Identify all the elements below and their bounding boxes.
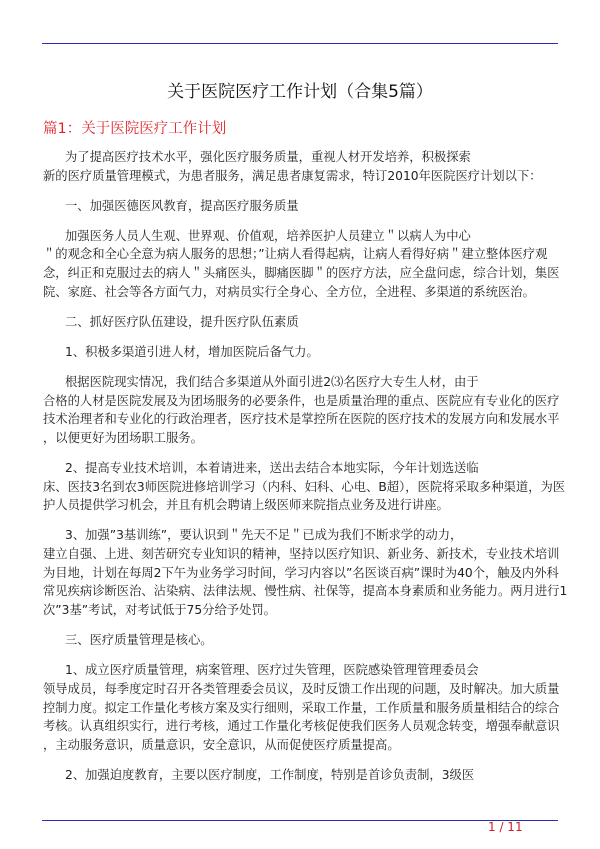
text-line: 2、提高专业技术培训，本着请进来，送出去结合本地实际，今年计划选送临 (65, 460, 479, 475)
text-line: 1、成立医疗质量管理，病案管理、医疗过失管理，医院感染管理管理委员会 (65, 663, 479, 678)
text-line: 院、家庭、社会等各方面气力，对病员实行全身心、全方位，全进程、多渠道的系统医治。 (43, 284, 535, 299)
paragraph (43, 227, 563, 302)
paragraph (43, 197, 563, 216)
text-line: 建立自强、上进、刻苦研究专业知识的精神，坚持以医疗知识、新业务、新技术，专业技术培训 (43, 547, 560, 562)
text-line: 为了提高医疗技术水平，强化医疗服务质量，重视人材开发培养，积极探索 (65, 150, 471, 164)
text-line: ，以便更好为团场职工服务。 (43, 430, 203, 445)
paragraph (43, 313, 563, 332)
text-line: 考核。认真组织实行，进行考核，通过工作量化考核促使我们医务人员观念转变，增强奉献意识 (43, 719, 560, 734)
text-line: 控制力度。拟定工作量化考核方案及实行细则，采取工作量，工作质量和服务质量相结合的综合 (43, 700, 560, 715)
section-heading: 篇1：关于医院医疗工作计划 (43, 121, 227, 137)
text-line: 根据医院现实情况，我们结合多渠道从外面引进2⑶名医疗大专生人材，由于 (65, 374, 479, 389)
paragraph (43, 148, 563, 185)
document-body (43, 148, 568, 796)
text-line: 加强医务人员人生观、世界观、价值观，培养医护人员建立＂以病人为中心 (65, 228, 471, 243)
text-line: ＂的观念和全心全意为病人服务的思想；”让病人看得起病，让病人看得好病＂建立整体医疗观 (43, 247, 548, 262)
text-line: 新的医疗质量管理模式，为患者服务，满足患者康复需求，特订2010年医院医疗计划以下： (43, 168, 542, 183)
paragraph (43, 343, 563, 362)
paragraph (43, 766, 563, 785)
text-line: 念，纠正和克服过去的病人＂头痛医头，脚痛医脚＂的医疗方法，应全盘问虑，综合计划，集医 (43, 266, 560, 281)
text-line: 次”3基”考试，对考试低于75分给予处罚。 (43, 603, 276, 618)
paragraph (43, 631, 563, 650)
text-line: 技术治理者和专业化的行政治理者，医疗技术是掌控所在医院的医疗技术的发展方向和发展水平 (43, 412, 560, 427)
text-line: 2、加强迫度教育，主要以医疗制度，工作制度，特别是首诊负责制，3级医 (65, 767, 475, 782)
text-line: 一、加强医德医风教育，提高医疗服务质量 (65, 198, 299, 213)
text-line: 领导成员，每季度定时召开各类管理委会员议，及时反馈工作出现的问题，及时解决。加大质量 (43, 681, 560, 696)
paragraph (43, 526, 568, 620)
text-line: 合格的人材是医院发展及为团场服务的必要条件，也是质量治理的重点、医院应有专业化的医疗 (43, 393, 560, 408)
text-line: 1、积极多渠道引进人材，增加医院后备气力。 (65, 344, 319, 359)
paragraph (43, 661, 563, 755)
footer-rule (42, 820, 558, 821)
text-line: 床、医技3名到农3师医院进修培训学习（内科、妇科、心电、B超），医院将采取多种渠道，为医 (43, 479, 566, 494)
page-indicator: 1 / 11 (488, 820, 523, 834)
paragraph (43, 373, 563, 448)
header-rule (42, 43, 558, 44)
document-title: 关于医院医疗工作计划（合集5篇） (167, 82, 433, 102)
text-line: 3、加强”3基训练”，要认识到＂先天不足＂已成为我们不断求学的动力， (65, 528, 463, 543)
text-line: 常见疾病诊断医治、沾染病、法律法规、慢性病、社保等，提高本身素质和业务能力。两月进行1 (43, 584, 568, 599)
text-line: 二、抓好医疗队伍建设，提升医疗队伍素质 (65, 314, 299, 329)
text-line: 为目地，计划在每周2下午为业务学习时间，学习内容以”名医谈百病”课时为40个，触及内外科 (43, 565, 559, 580)
text-line: ，主动服务意识，质量意识，安全意识，从而促使医疗质量提高。 (43, 737, 400, 752)
paragraph (43, 459, 566, 515)
text-line: 护人员提供学习机会，并且有机会聘请上级医师来院指点业务及进行讲座。 (43, 498, 449, 513)
text-line: 三、医疗质量管理是核心。 (65, 633, 213, 648)
